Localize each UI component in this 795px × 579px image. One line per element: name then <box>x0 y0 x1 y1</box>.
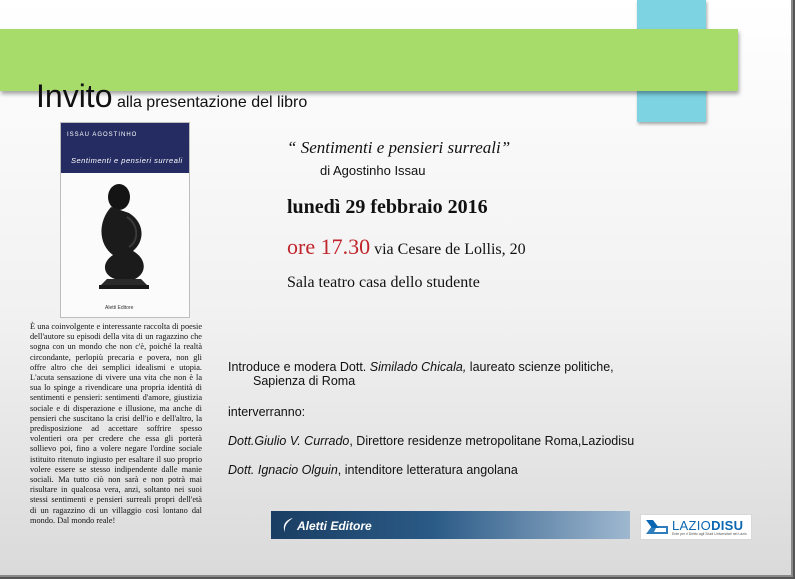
event-time-place <box>287 234 526 260</box>
laziodisu-tagline: Ente per il Diritto agli Studi Universitari nel Lazio <box>672 532 747 536</box>
speaker-2 <box>228 463 518 477</box>
moderator-name: Similado Chicala, <box>369 360 467 374</box>
intro-prefix: Introduce e modera Dott. <box>228 360 370 374</box>
cover-publisher: Aletti Editore <box>105 305 134 311</box>
speaker-1-name: Dott.Giulio V. Currado <box>228 434 350 448</box>
sculpture-image <box>89 183 161 295</box>
cover-band <box>61 123 189 173</box>
event-address: via Cesare de Lollis, 20 <box>374 241 526 258</box>
heading-big: Invito <box>36 78 113 114</box>
book-blurb: È una coinvolgente e interessante raccolta di poesie dell'autore su episodi della vita di un ragazzino che sogna con un mondo che non c'è, poiché la realtà circondante, perlopiù precaria e povera, non gli offre altro che dei semplici idealismi e utopia. L'acuta sensazione di vivere una vita che non è la sua lo spinge a rivendicare una propria identità di sentimenti e pensieri: sentimenti d'amore, giustizia sociale e di disperazione e illusione, ma anche di pensieri che suscitano la crisi dell'io e dell'altro, la predisposizione ad accettare soffrire spesso volentieri ora per credere che essa gli porterà sollievo poi, fino a volere negare l'ordine sociale istituito ritenuto ingiusto per esaltare il suo proprio volere essere se stesso indipendente dalle manie sociali. Ma tutto ciò non sarà e non potrà mai risultare in qualcosa vera, anzi, soltanto nei suoi stessi sentimenti e pensieri surreali propri dell'età di un ragazzino di un villaggio così lontano dal mondo. Dal mondo reale! <box>30 322 202 525</box>
speaker-1 <box>228 434 634 448</box>
intro-line2: Sapienza di Roma <box>253 374 356 388</box>
event-venue: Sala teatro casa dello studente <box>287 274 480 291</box>
event-date: lunedì 29 febbraio 2016 <box>287 196 488 218</box>
speaker-2-role: , intenditore letteratura angolana <box>337 463 518 477</box>
cover-title: Sentimenti e pensieri surreali <box>71 156 183 165</box>
aletti-editore-text: Aletti Editore <box>297 519 372 533</box>
event-book-title: “ Sentimenti e pensieri surreali” <box>287 138 511 157</box>
laziodisu-wordmark: LAZIODISU <box>672 518 744 533</box>
event-time: ore 17.30 <box>287 234 371 259</box>
cover-author: ISSAU AGOSTINHO <box>67 132 138 138</box>
heading <box>36 78 307 115</box>
aletti-editore-banner <box>271 511 630 539</box>
event-author: di Agostinho Issau <box>320 163 426 178</box>
intro-suffix: laureato scienze politiche, <box>466 360 614 374</box>
laziodisu-logo <box>640 514 752 540</box>
laziodisu-mark-icon <box>644 518 670 536</box>
speaker-1-role: , Direttore residenze metropolitane Roma,Laziodisu <box>349 434 635 448</box>
moderator-block <box>228 360 614 388</box>
aletti-logo-icon <box>281 517 295 533</box>
book-cover <box>60 122 190 318</box>
speaker-2-name: Dott. Ignacio Olguin <box>228 463 338 477</box>
heading-small: alla presentazione del libro <box>116 94 308 111</box>
speakers-heading: interverranno: <box>228 405 306 419</box>
